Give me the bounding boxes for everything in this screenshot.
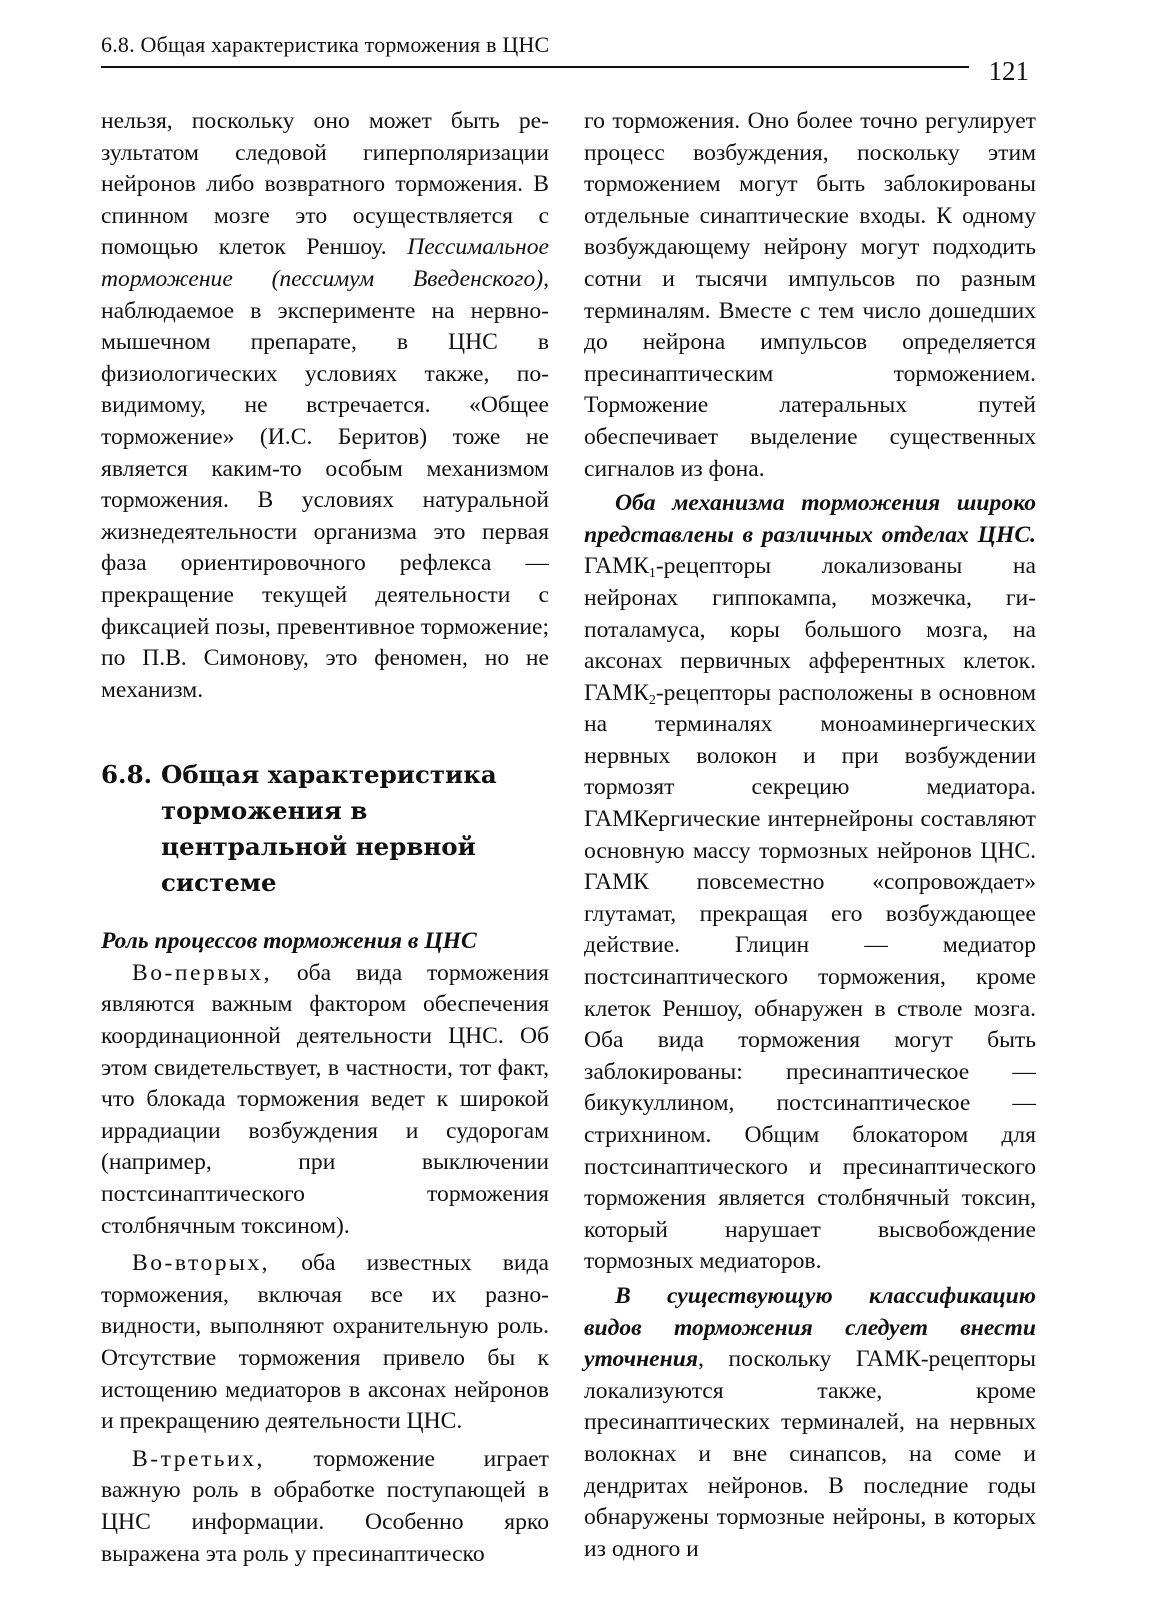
- paragraph-classification: [584, 1281, 1036, 1565]
- paragraph-continuation: го торможения. Оно более точно регулирует процесс возбуждения, поскольку этим торможением могут быть заблокированы отдельные синаптические входы. К одному возбуждающему нейрону могут подходить сотни и тысячи импульсов по разным терминалям. Вместе с тем число дошедших до нейрона импульсов определяется пресинаптическим торможением. Торможение латеральных путей обеспечивает выделение существенных сигналов из фона.: [584, 108, 1036, 482]
- spaced-lead: В-третьих,: [132, 1445, 265, 1472]
- paragraph-mechanisms: [584, 488, 1036, 1278]
- page-number: 121: [988, 56, 1029, 86]
- italic-term: Пессимальное торможение (пессимум Введенского),: [101, 234, 549, 292]
- paragraph-text: торможение играет важную роль в обработке поступающей в ЦНС информации. Особенно ярко выражена эта роль у пресинаптическо: [101, 1445, 549, 1567]
- bold-italic-lead: Оба механизма торможения широко представлены в различных отделах ЦНС.: [584, 490, 1036, 548]
- header-rule: [101, 66, 969, 68]
- paragraph-text: -рецепторы расположены в основном на терминалях моноаминергических нервных волокон и при возбуждении тормозят секрецию медиатора. ГАМКергические интернейроны составляют основную массу тормозных нейронов ЦНС. ГАМК повсеместно «сопровождает» глутамат, прекращая его возбуждающее действие. Глицин — медиатор постсинаптического торможения, кроме клеток Реншоу, обнаружен в стволе мозга. Оба вида торможения могут быть заблокированы: пресинаптическое — бикукуллином, постсинаптическое — стрихнином. Общим блокатором для постсинаптического и пресинаптического торможения является столбнячный токсин, который нарушает высвобождение тормозных медиаторов.: [584, 679, 1036, 1275]
- spaced-lead: Во-вторых,: [132, 1250, 271, 1277]
- subscript: 1: [648, 566, 656, 582]
- paragraph-first: [101, 958, 549, 1242]
- section-number: 6.8.: [101, 760, 153, 790]
- running-title: 6.8. Общая характеристика торможения в ЦНС: [101, 32, 550, 57]
- paragraph-text: оба известных вида торможения, включая все их разновидности, выполняют охранительную роль. Отсутствие торможения привело бы к истощению медиаторов в аксонах нейронов и прекращению деятельности ЦНС.: [101, 1250, 549, 1435]
- paragraph-text: , поскольку ГАМК-рецепторы локализуются также, кроме пресинаптических терминалей, на нервных волокнах и вне синапсов, на соме и дендритах нейронов. В последние годы обнаружены тормозные нейроны, в которых из одного и: [584, 1346, 1036, 1562]
- paragraph-text: нельзя, поскольку оно может быть результатом следовой гиперполяризации нейронов либо возвратного торможения. В спинном мозге это осуществляется с помощью клеток Реншоу.: [101, 108, 549, 261]
- bold-italic-lead: В существующую классификацию видов торможения следует внести уточнения: [584, 1282, 1036, 1373]
- subscript: 2: [648, 692, 656, 708]
- paragraph-second: [101, 1248, 549, 1438]
- paragraph-text: оба вида торможения являются важным фактором обеспечения координационной деятельности ЦНС. Об этом свидетельствует, в частности, тот факт, что блокада торможения ведет к широкой иррадиации возбуждения и судорогам (например, при выключении постсинаптического торможения столбнячным токсином).: [101, 959, 549, 1239]
- subsection-heading: Роль процессов торможения в ЦНС: [101, 928, 477, 955]
- section-title: Общая характеристика торможения в центральной нервной системе: [161, 760, 497, 898]
- right-column: [584, 106, 1036, 1565]
- paragraph-text: ГАМК: [584, 553, 649, 580]
- paragraph-continuation: [101, 106, 549, 706]
- paragraph-text: -рецепторы локализованы на нейронах гиппокампа, мозжечка, гипоталамуса, коры большого мозга, на аксонах первичных афферентных клеток. ГАМК: [584, 553, 1036, 706]
- spaced-lead: Во-первых,: [132, 959, 272, 986]
- left-column: [101, 106, 549, 1570]
- section-heading: [101, 757, 549, 901]
- paragraph-text: наблюдаемое в эксперименте на нервно-мышечном препарате, в ЦНС в физиологических условиях также, по-видимому, не встречается. «Общее торможение» (И.С. Беритов) тоже не является каким-то особым механизмом торможения. В условиях натуральной жизнедеятельности организма это первая фаза ориентировочного рефлекса — прекращение текущей деятельности с фиксацией позы, превентивное торможение; по П.В. Симонову, это феномен, но не механизм.: [101, 297, 549, 703]
- paragraph-third: [101, 1444, 549, 1570]
